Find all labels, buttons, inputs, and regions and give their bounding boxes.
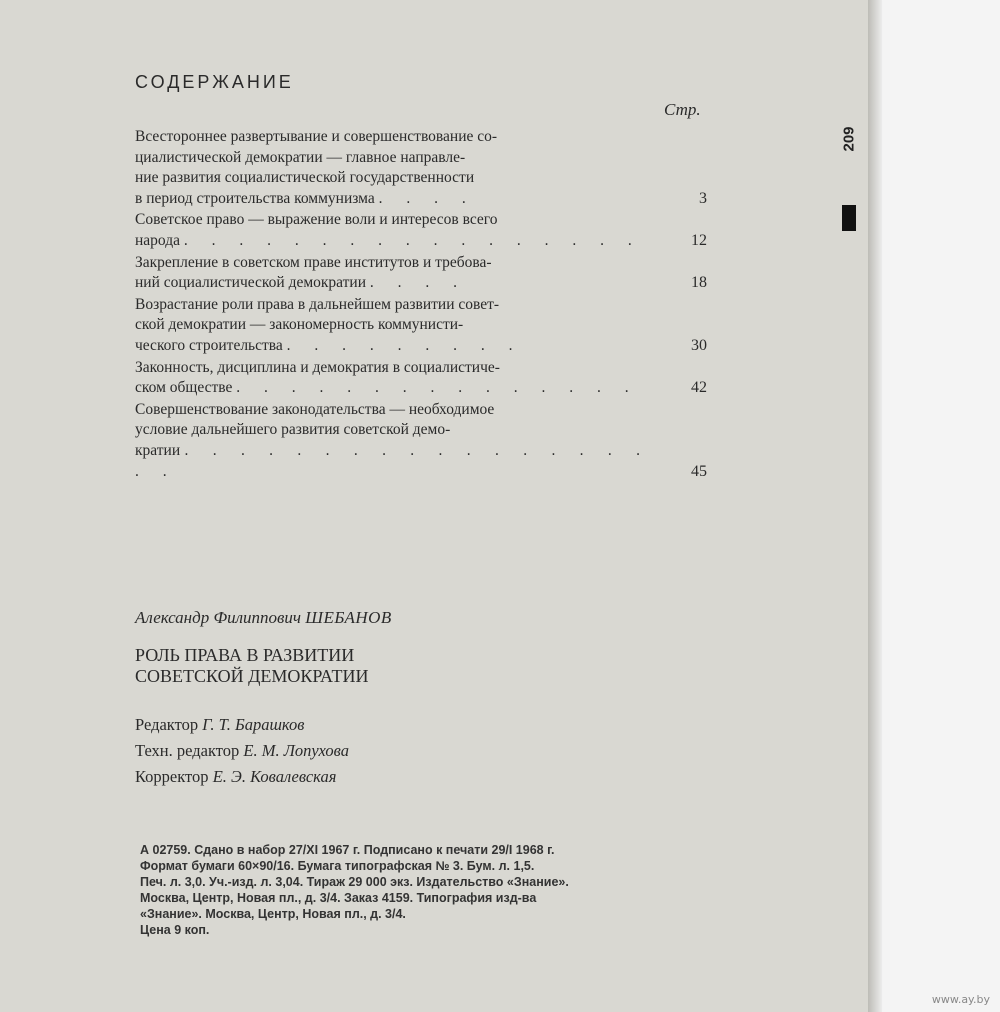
toc-leader-dots: . . . . . . . . . . . . . . . . . . . [135, 441, 651, 480]
book-title [135, 645, 368, 687]
toc-entry [135, 400, 715, 482]
toc-entry-line: ний социалистической демократии [135, 274, 367, 292]
toc-entry-line: ской демократии — закономерность коммунисти- [135, 316, 464, 334]
toc-entry-line: Законность, дисциплина и демократия в социалистиче- [135, 358, 500, 376]
toc-entry-line: Закрепление в советском праве институтов и требова- [135, 253, 492, 271]
imprint-block [140, 842, 730, 938]
toc-entry-line: ние развития социалистической государственности [135, 169, 475, 187]
toc-entry [135, 358, 715, 399]
credit-line [135, 712, 349, 738]
page-edge [868, 0, 882, 1012]
credit-role: Техн. редактор [135, 741, 240, 760]
toc-entry [135, 127, 715, 209]
credit-name: Е. Э. Ковалевская [212, 767, 337, 786]
toc-entry-line: ческого строительства [135, 336, 283, 354]
toc-entry-line: Всестороннее развертывание и совершенствование со- [135, 128, 498, 145]
toc-entry-line: Возрастание роли права в дальнейшем развитии совет- [135, 295, 500, 313]
credits [135, 712, 349, 790]
author-surname: ШЕБАНОВ [305, 608, 392, 627]
credit-line [135, 738, 349, 764]
credit-role: Корректор [135, 767, 209, 786]
credit-name: Е. М. Лопухова [243, 741, 349, 760]
toc-entry-page: 18 [691, 274, 707, 292]
toc-entry-line: кратии [135, 441, 181, 459]
imprint-line: Печ. л. 3,0. Уч.-изд. л. 3,04. Тираж 29 000 экз. Издательство «Знание». [140, 875, 569, 889]
author-name [135, 608, 392, 628]
toc-entry-page: 12 [691, 231, 707, 249]
book-title-line: РОЛЬ ПРАВА В РАЗВИТИИ [135, 645, 355, 665]
toc-entry-line: народа [135, 231, 180, 249]
toc-entry-page: 45 [691, 462, 707, 480]
toc-title: СОДЕРЖАНИЕ [135, 72, 294, 92]
toc-leader-dots: . . . . . . . . . . . . . . . [236, 379, 639, 397]
book-title-line: СОВЕТСКОЙ ДЕМОКРАТИИ [135, 666, 369, 686]
toc-entry [135, 210, 715, 251]
author-given-name: Александр Филиппович [135, 608, 302, 627]
imprint-line: Цена 9 коп. [140, 923, 210, 937]
toc-entry [135, 253, 715, 294]
table-of-contents [135, 127, 715, 483]
imprint-line: «Знание». Москва, Центр, Новая пл., д. 3/4. [140, 907, 406, 921]
credit-line [135, 764, 349, 790]
toc-entry-line: в период строительства коммунизма [135, 189, 375, 207]
toc-leader-dots: . . . . . . . . . . . . . . . . . [183, 231, 642, 249]
credit-name: Г. Т. Барашков [202, 715, 305, 734]
toc-entry-line: Советское право — выражение воли и интересов всего [135, 211, 498, 229]
toc-entry-page: 30 [691, 336, 707, 354]
toc-leader-dots: . . . . [369, 274, 468, 292]
toc-entry-page: 3 [699, 189, 707, 207]
toc-leader-dots: . . . . . . . . . [286, 336, 523, 354]
toc-entry [135, 295, 715, 357]
credit-role: Редактор [135, 715, 199, 734]
toc-page-label: Стр. [664, 100, 701, 119]
toc-entry-line: ском обществе [135, 379, 233, 397]
imprint-line: Москва, Центр, Новая пл., д. 3/4. Заказ 4159. Типография изд-ва [140, 891, 537, 905]
imprint-line: Формат бумаги 60×90/16. Бумага типографская № 3. Бум. л. 1,5. [140, 859, 535, 873]
page-number: 209 [840, 126, 858, 152]
toc-entry-line: циалистической демократии — главное направле- [135, 148, 466, 166]
toc-leader-dots: . . . . [378, 189, 476, 207]
imprint-line: А 02759. Сдано в набор 27/XI 1967 г. Подписано к печати 29/I 1968 г. [140, 843, 555, 857]
toc-entry-line: Совершенствование законодательства — необходимое [135, 400, 495, 418]
toc-entry-line: условие дальнейшего развития советской демо- [135, 421, 451, 439]
signature-marker [842, 205, 856, 231]
toc-entry-page: 42 [691, 379, 707, 397]
watermark: www.ay.by [931, 993, 990, 1006]
